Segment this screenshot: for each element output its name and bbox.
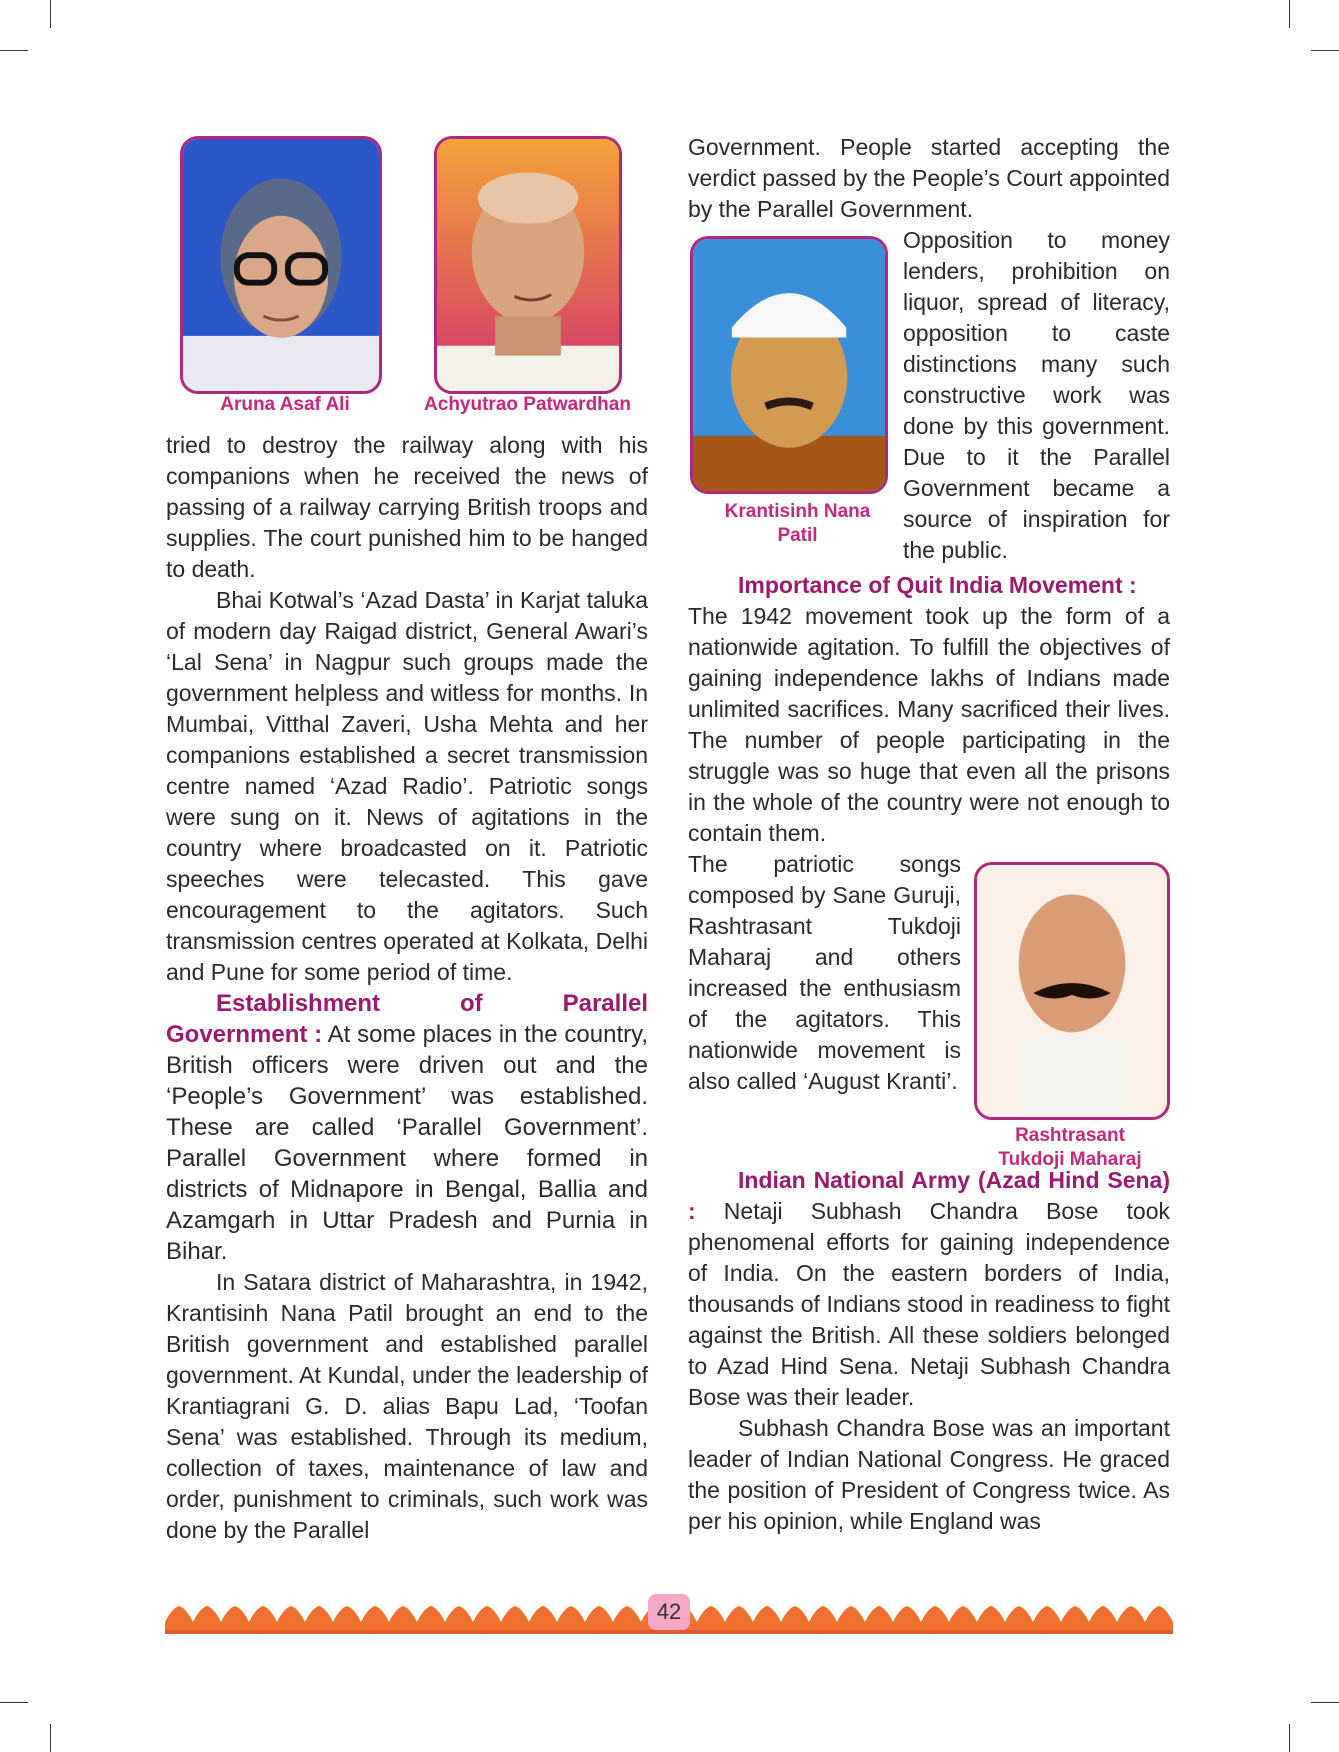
caption-krantisinh-nana-patil: [700, 500, 895, 548]
paragraph-body: Netaji Subhash Chandra Bose took phenomenal efforts for gaining independence of India. On the eastern borders of India, thousands of Indians stood in readiness to fight against the British. All these soldiers belonged to Azad Hind Sena. Netaji Subhash Chandra Bose was their leader.: [688, 1198, 1170, 1410]
caption-line: Rashtrasant: [1015, 1125, 1125, 1146]
crop-mark: [1289, 1724, 1290, 1752]
right-column-middle: [688, 570, 1170, 849]
crop-mark: [1289, 0, 1290, 28]
paragraph: [166, 988, 648, 1267]
portrait-tukdoji-maharaj: [974, 862, 1170, 1120]
paragraph: Subhash Chandra Bose was an important leader of Indian National Congress. He graced the position of President of Congress twice. As per his opinion, while England was: [688, 1415, 1170, 1534]
caption-achyutrao-patwardhan: Achyutrao Patwardhan: [424, 394, 631, 415]
section-heading: Establishment of Parallel Government :: [166, 990, 648, 1048]
crop-mark: [1311, 50, 1339, 51]
crop-mark: [1311, 1702, 1339, 1703]
crop-mark: [50, 0, 51, 28]
portrait-krantisinh-nana-patil: [690, 236, 888, 494]
paragraph: The 1942 movement took up the form of a nationwide agitation. To fulfill the objectives of gaining independence lakhs of Indians made unlimited sacrifices. Many sacrificed their lives. The number of people participating in the struggle was so huge that even all the prisons in the whole of the country were not enough to contain them.: [688, 603, 1170, 846]
section-heading: [688, 570, 1170, 601]
crop-mark: [0, 1702, 28, 1703]
caption-aruna-asaf-ali: Aruna Asaf Ali: [220, 394, 350, 415]
section-heading: Indian National Army (Azad Hind Sena) :: [688, 1167, 1170, 1224]
paragraph: [688, 1165, 1170, 1413]
paragraph: In Satara district of Maharashtra, in 1942, Krantisinh Nana Patil brought an end to the British government and established parallel government. At Kundal, under the leadership of Krantiagrani G. D. alias Bapu Lad, ‘Toofan Sena’ was established. Through its medium, collection of taxes, maintenance of law and order, punishment to criminals, such work was done by the Parallel: [166, 1269, 648, 1543]
caption-line: Tukdoji Maharaj: [998, 1149, 1142, 1170]
page-number: 42: [648, 1594, 690, 1630]
caption-line: Patil: [777, 525, 818, 546]
right-column-bottom: [688, 1165, 1170, 1537]
portrait-achyutrao-patwardhan: [434, 136, 622, 394]
crop-mark: [50, 1724, 51, 1752]
paragraph: Bhai Kotwal’s ‘Azad Dasta’ in Karjat taluka of modern day Raigad district, General Awari’s ‘Lal Sena’ in Nagpur such groups made the government helpless and witless for months. In Mumbai, Vitthal Zaveri, Usha Mehta and her companions established a secret transmission centre named ‘Azad Radio’. Patriotic songs were sung on it. News of agitations in the country where broadcasted on it. Patriotic speeches were telecasted. This gave encouragement to the agitators. Such transmission centres operated at Kolkata, Delhi and Pune for some period of time.: [166, 587, 648, 985]
right-column-side-text: Opposition to money lenders, prohibition on liquor, spread of literacy, opposition to caste distinctions many such constructive work was done by this government. Due to it the Parallel Government became a source of inspiration for the public.: [903, 227, 1170, 563]
portrait-aruna-asaf-ali: [180, 136, 382, 394]
paragraph: tried to destroy the railway along with his companions when he received the news of passing of a railway carrying British troops and supplies. The court punished him to be hanged to death.: [166, 432, 648, 582]
crop-mark: [0, 50, 28, 51]
paragraph-body: At some places in the country, British officers were driven out and the ‘People’s Government’ was established. These are called ‘Parallel Government’. Parallel Government where formed in districts of Midnapore in Bengal, Ballia and Azamgarh in Uttar Pradesh and Purnia in Bihar.: [166, 1021, 648, 1265]
right-column-side-text-2: The patriotic songs composed by Sane Guruji, Rashtrasant Tukdoji Maharaj and others increased the enthusiasm of the agitators. This nationwide movement is also called ‘August Kranti’.: [688, 851, 961, 1094]
heading-text: Importance of Quit India Movement :: [738, 572, 1137, 598]
caption-line: Krantisinh Nana: [724, 501, 871, 522]
right-column-top: Government. People started accepting the verdict passed by the People’s Court appointed by the Parallel Government.: [688, 134, 1170, 222]
left-column: [166, 430, 648, 1546]
